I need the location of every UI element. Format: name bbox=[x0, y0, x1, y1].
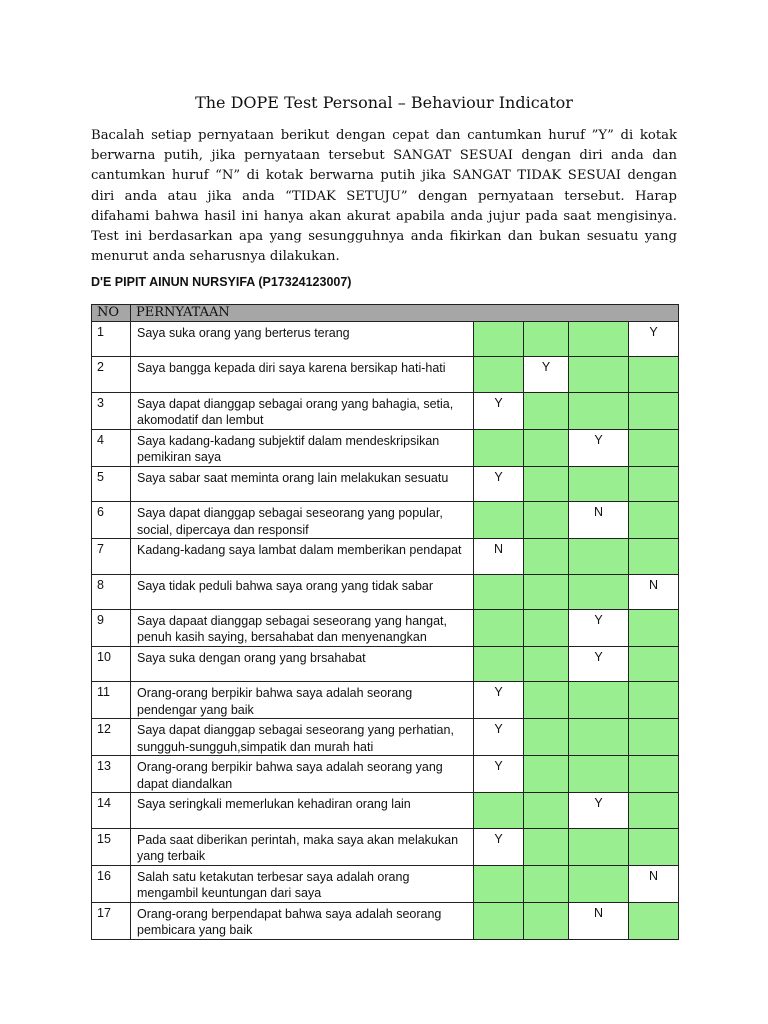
table-row bbox=[92, 539, 679, 574]
filled-cell bbox=[629, 646, 679, 681]
statement-text: Orang-orang berpikir bahwa saya adalah seorang pendengar yang baik bbox=[131, 682, 474, 719]
table-row bbox=[92, 392, 679, 429]
filled-cell bbox=[629, 429, 679, 466]
filled-cell bbox=[524, 902, 569, 939]
filled-cell bbox=[569, 322, 629, 357]
row-number: 7 bbox=[92, 539, 131, 574]
row-number: 4 bbox=[92, 429, 131, 466]
filled-cell bbox=[569, 574, 629, 609]
row-number: 17 bbox=[92, 902, 131, 939]
row-number: 15 bbox=[92, 828, 131, 865]
filled-cell bbox=[569, 539, 629, 574]
table-row bbox=[92, 322, 679, 357]
row-number: 13 bbox=[92, 756, 131, 793]
questionnaire-table bbox=[91, 304, 679, 940]
filled-cell bbox=[524, 392, 569, 429]
answer-cell[interactable]: Y bbox=[474, 682, 524, 719]
answer-cell[interactable]: Y bbox=[629, 322, 679, 357]
filled-cell bbox=[629, 793, 679, 828]
answer-cell[interactable]: Y bbox=[569, 793, 629, 828]
filled-cell bbox=[629, 502, 679, 539]
table-row bbox=[92, 865, 679, 902]
filled-cell bbox=[569, 392, 629, 429]
answer-cell[interactable]: Y bbox=[474, 828, 524, 865]
filled-cell bbox=[629, 719, 679, 756]
answer-cell[interactable]: Y bbox=[569, 609, 629, 646]
table-row bbox=[92, 502, 679, 539]
filled-cell bbox=[474, 357, 524, 392]
filled-cell bbox=[524, 793, 569, 828]
filled-cell bbox=[524, 609, 569, 646]
filled-cell bbox=[569, 682, 629, 719]
table-row bbox=[92, 609, 679, 646]
statement-text: Saya bangga kepada diri saya karena bersikap hati-hati bbox=[131, 357, 474, 392]
filled-cell bbox=[629, 682, 679, 719]
answer-cell[interactable]: Y bbox=[569, 646, 629, 681]
filled-cell bbox=[569, 357, 629, 392]
row-number: 3 bbox=[92, 392, 131, 429]
filled-cell bbox=[474, 865, 524, 902]
statement-text: Saya dapat dianggap sebagai orang yang bahagia, setia, akomodatif dan lembut bbox=[131, 392, 474, 429]
filled-cell bbox=[629, 466, 679, 501]
table-row bbox=[92, 574, 679, 609]
filled-cell bbox=[524, 502, 569, 539]
filled-cell bbox=[474, 574, 524, 609]
filled-cell bbox=[524, 646, 569, 681]
row-number: 2 bbox=[92, 357, 131, 392]
filled-cell bbox=[474, 793, 524, 828]
header-statement: PERNYATAAN bbox=[131, 305, 679, 322]
filled-cell bbox=[524, 719, 569, 756]
row-number: 8 bbox=[92, 574, 131, 609]
row-number: 1 bbox=[92, 322, 131, 357]
table-row bbox=[92, 466, 679, 501]
answer-cell[interactable]: Y bbox=[474, 392, 524, 429]
filled-cell bbox=[569, 466, 629, 501]
row-number: 11 bbox=[92, 682, 131, 719]
statement-text: Orang-orang berpendapat bahwa saya adalah seorang pembicara yang baik bbox=[131, 902, 474, 939]
statement-text: Saya sabar saat meminta orang lain melakukan sesuatu bbox=[131, 466, 474, 501]
filled-cell bbox=[569, 865, 629, 902]
filled-cell bbox=[524, 539, 569, 574]
answer-cell[interactable]: N bbox=[474, 539, 524, 574]
filled-cell bbox=[629, 756, 679, 793]
answer-cell[interactable]: N bbox=[629, 865, 679, 902]
table-row bbox=[92, 828, 679, 865]
header-no: NO bbox=[92, 305, 131, 322]
statement-text: Saya dapat dianggap sebagai seseorang yang perhatian, sungguh-sungguh,simpatik dan murah hati bbox=[131, 719, 474, 756]
filled-cell bbox=[474, 902, 524, 939]
filled-cell bbox=[629, 357, 679, 392]
filled-cell bbox=[569, 756, 629, 793]
filled-cell bbox=[524, 682, 569, 719]
answer-cell[interactable]: N bbox=[569, 902, 629, 939]
table-row bbox=[92, 719, 679, 756]
statement-text: Saya seringkali memerlukan kehadiran orang lain bbox=[131, 793, 474, 828]
table-row bbox=[92, 357, 679, 392]
answer-cell[interactable]: Y bbox=[474, 466, 524, 501]
row-number: 6 bbox=[92, 502, 131, 539]
filled-cell bbox=[474, 502, 524, 539]
filled-cell bbox=[629, 609, 679, 646]
filled-cell bbox=[524, 574, 569, 609]
filled-cell bbox=[474, 322, 524, 357]
answer-cell[interactable]: Y bbox=[524, 357, 569, 392]
row-number: 12 bbox=[92, 719, 131, 756]
row-number: 5 bbox=[92, 466, 131, 501]
filled-cell bbox=[474, 429, 524, 466]
table-row bbox=[92, 902, 679, 939]
filled-cell bbox=[629, 828, 679, 865]
filled-cell bbox=[629, 902, 679, 939]
table-body bbox=[92, 322, 679, 940]
statement-text: Pada saat diberikan perintah, maka saya akan melakukan yang terbaik bbox=[131, 828, 474, 865]
answer-cell[interactable]: Y bbox=[474, 756, 524, 793]
statement-text: Saya tidak peduli bahwa saya orang yang tidak sabar bbox=[131, 574, 474, 609]
statement-text: Saya suka orang yang berterus terang bbox=[131, 322, 474, 357]
filled-cell bbox=[524, 756, 569, 793]
table-header-row bbox=[92, 305, 679, 322]
answer-cell[interactable]: N bbox=[569, 502, 629, 539]
statement-text: Saya dapaat dianggap sebagai seseorang yang hangat, penuh kasih saying, bersahabat dan menyenangkan bbox=[131, 609, 474, 646]
filled-cell bbox=[569, 828, 629, 865]
row-number: 10 bbox=[92, 646, 131, 681]
filled-cell bbox=[474, 646, 524, 681]
respondent-name: D'E PIPIT AINUN NURSYIFA (P17324123007) bbox=[91, 275, 352, 289]
answer-cell[interactable]: N bbox=[629, 574, 679, 609]
filled-cell bbox=[629, 392, 679, 429]
statement-text: Kadang-kadang saya lambat dalam memberikan pendapat bbox=[131, 539, 474, 574]
filled-cell bbox=[524, 466, 569, 501]
filled-cell bbox=[569, 719, 629, 756]
filled-cell bbox=[524, 322, 569, 357]
table-row bbox=[92, 756, 679, 793]
filled-cell bbox=[629, 539, 679, 574]
instructions-paragraph: Bacalah setiap pernyataan berikut dengan cepat dan cantumkan huruf ”Y” di kotak berwarna putih, jika pernyataan tersebut SANGAT SESUAI dengan diri anda dan cantumkan huruf “N” di kotak berwarna putih jika SANGAT TIDAK SESUAI dengan diri anda atau jika anda “TIDAK SETUJU” dengan pernyataan tersebut. Harap difahami bahwa hasil ini hanya akan akurat apabila anda jujur pada saat mengisinya. Test ini berdasarkan apa yang sesungguhnya anda fikirkan dan bukan sesuatu yang menurut anda seharusnya dilakukan. bbox=[91, 128, 677, 265]
answer-cell[interactable]: Y bbox=[474, 719, 524, 756]
filled-cell bbox=[524, 429, 569, 466]
filled-cell bbox=[474, 609, 524, 646]
document-title: The DOPE Test Personal – Behaviour Indicator bbox=[195, 93, 573, 112]
statement-text: Salah satu ketakutan terbesar saya adalah orang mengambil keuntungan dari saya bbox=[131, 865, 474, 902]
answer-cell[interactable]: Y bbox=[569, 429, 629, 466]
statement-text: Saya suka dengan orang yang brsahabat bbox=[131, 646, 474, 681]
table-row bbox=[92, 646, 679, 681]
row-number: 14 bbox=[92, 793, 131, 828]
row-number: 9 bbox=[92, 609, 131, 646]
table-row bbox=[92, 429, 679, 466]
filled-cell bbox=[524, 865, 569, 902]
statement-text: Saya kadang-kadang subjektif dalam mendeskripsikan pemikiran saya bbox=[131, 429, 474, 466]
statement-text: Saya dapat dianggap sebagai seseorang yang popular, social, dipercaya dan responsif bbox=[131, 502, 474, 539]
statement-text: Orang-orang berpikir bahwa saya adalah seorang yang dapat diandalkan bbox=[131, 756, 474, 793]
table-row bbox=[92, 793, 679, 828]
row-number: 16 bbox=[92, 865, 131, 902]
table-row bbox=[92, 682, 679, 719]
filled-cell bbox=[524, 828, 569, 865]
